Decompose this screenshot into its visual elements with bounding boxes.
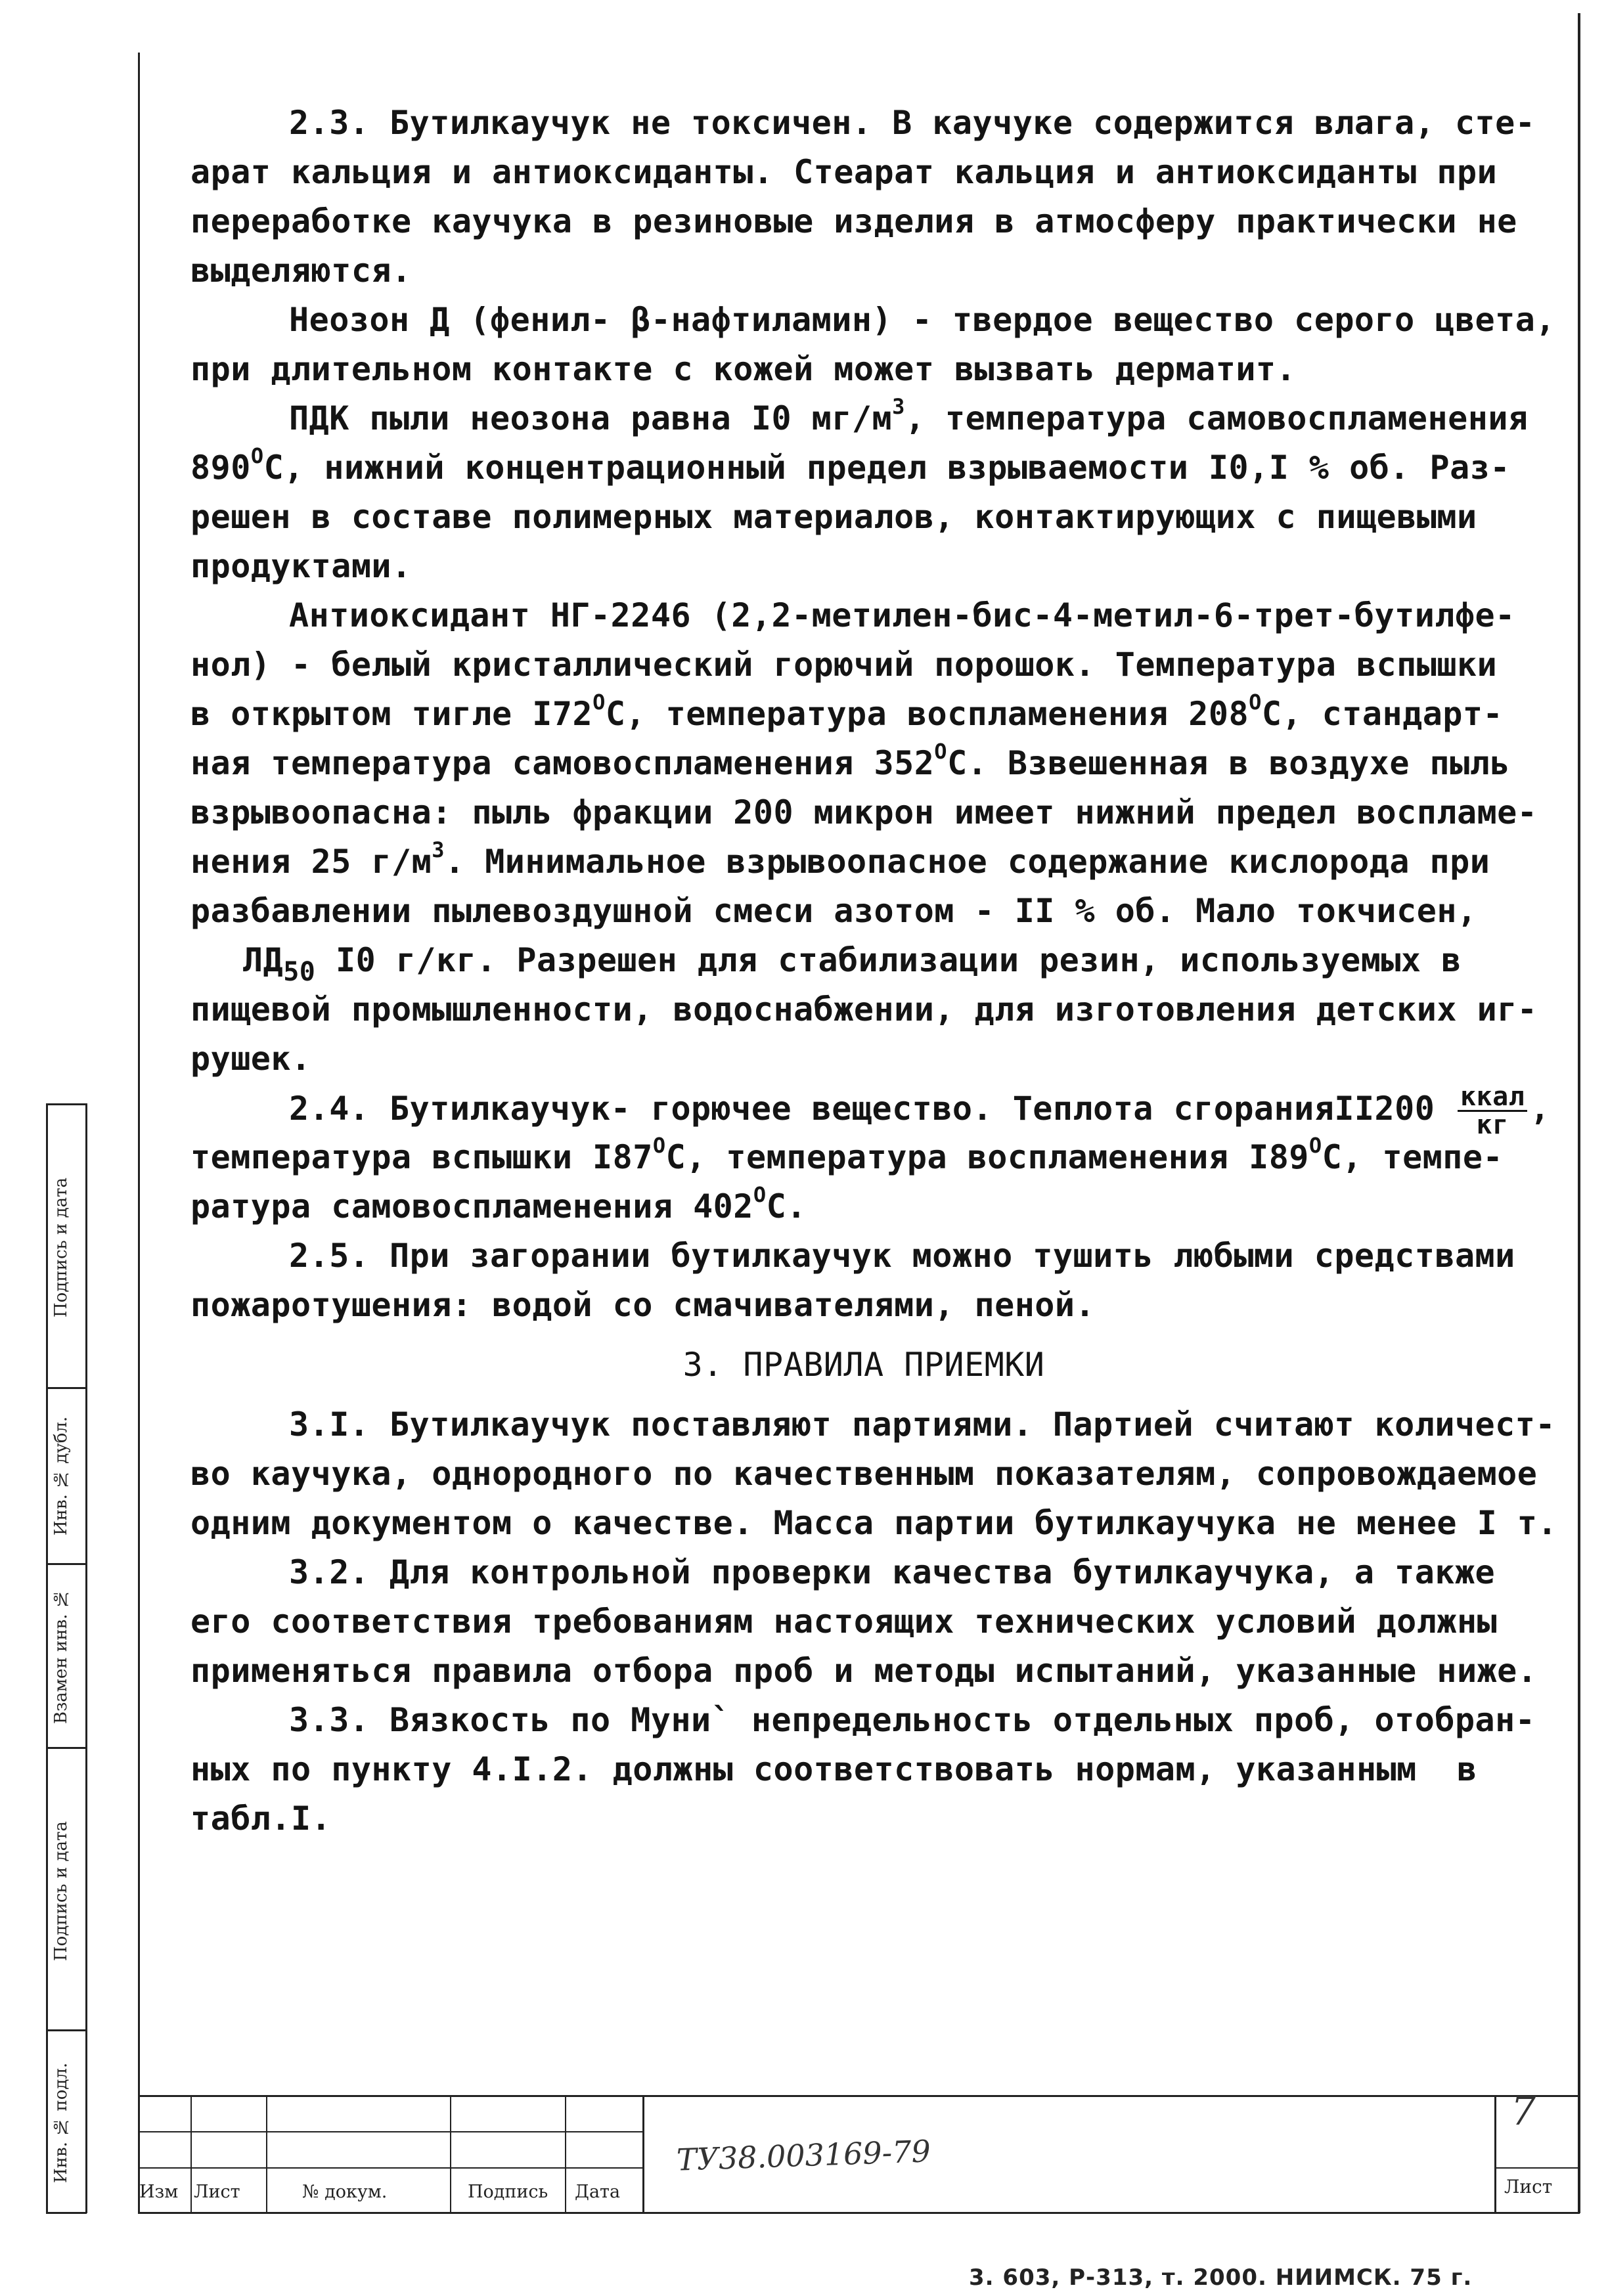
- margin-signature-date-bottom: Подпись и дата: [51, 1821, 71, 1962]
- frame-right-border: [1578, 13, 1580, 2213]
- text-line: температура вспышки $I87^ОС$, температура воспламенения $I89^ОС$, темпе-: [190, 1133, 1504, 1176]
- paragraph-3-1: [190, 1400, 1576, 1548]
- paragraph-2-4: [190, 1084, 1576, 1231]
- text-line: 2.3. Бутилкаучук не токсичен. В каучуке содержится влага, сте-: [289, 104, 1536, 142]
- label-podpis: Подпись: [468, 2182, 548, 2202]
- text-line: Антиоксидант НГ-2246 (2,2-метилен-бис-4-метил-6-трет-бутилфе-: [289, 596, 1515, 634]
- print-info: 3. 603, Р-313, т. 2000. НИИМСК. 75 г.: [969, 2264, 1473, 2291]
- text-line: $890^ОС$, нижний концентрационный предел взрываемости I0,I % об. Раз-: [190, 443, 1510, 487]
- text-line: 2.4. Бутилкаучук- горючее вещество. Теплота сгоранияII200 $\frac{\text{ккал}}{кг}$ ,: [289, 1082, 1550, 1140]
- document-body: [190, 99, 1576, 1843]
- text-line: Неозон Д (фенил- β-нафтиламин) - твердое вещество серого цвета,: [289, 301, 1555, 339]
- text-line: решен в составе полимерных материалов, контактирующих с пищевыми: [190, 498, 1477, 536]
- label-list: Лист: [194, 2182, 240, 2202]
- text-line: выделяются.: [190, 252, 412, 290]
- text-line: 3.I. Бутилкаучук поставляют партиями. Партией считают количест-: [289, 1405, 1555, 1444]
- text-line: разбавлении пылевоздушной смеси азотом - II % об. Мало токчисен,: [190, 892, 1477, 930]
- paragraph-2-3: [190, 99, 1576, 296]
- text-line: во каучука, однородного по качественным показателям, сопровождаемое: [190, 1455, 1538, 1493]
- paragraph-antioxidant: [190, 591, 1576, 1084]
- paragraph-3-3: [190, 1696, 1576, 1843]
- text-line: ная температура самовоспламенения $352^ОС$. Взвешенная в воздухе пыль: [190, 739, 1510, 782]
- text-line: его соответствия требованиям настоящих технических условий должны: [190, 1602, 1498, 1641]
- text-line: табл.I.: [190, 1799, 332, 1838]
- text-line: $ЛД_{50}$ I0 г/кг. Разрешен для стабилизации резин, используемых в: [243, 941, 1462, 987]
- text-line: одним документом о качестве. Масса партии бутилкаучука не менее I т.: [190, 1504, 1557, 1542]
- margin-inv-podl: Инв. № подл.: [51, 2062, 71, 2184]
- text-line: продуктами.: [190, 547, 412, 585]
- text-line: при длительном контакте с кожей может вызвать дерматит.: [190, 350, 1297, 388]
- text-line: в открытом тигле $I72^ОС$, температура воспламенения $208^ОС$, стандарт-: [190, 690, 1504, 733]
- text-line: 2.5. При загорании бутилкаучук можно тушить любыми средствами: [289, 1237, 1515, 1275]
- text-line: арат кальция и антиоксиданты. Стеарат кальция и антиоксиданты при: [190, 153, 1498, 191]
- text-line: 3.2. Для контрольной проверки качества бутилкаучука, а также: [289, 1553, 1496, 1591]
- fraction-kcal-per-kg: $\frac{\text{ккал}}{кг}$: [1458, 1084, 1527, 1138]
- label-doc-no: № докум.: [302, 2182, 388, 2202]
- text-line: рушек.: [190, 1040, 311, 1078]
- text-line: нения 25 $г/м^3$. Минимальное взрывоопасное содержание кислорода при: [190, 837, 1490, 881]
- frame-left-margin-line: [138, 53, 140, 2213]
- text-line: 3.3. Вязкость по Муни` непредельность отдельных проб, отобран-: [289, 1701, 1536, 1739]
- document-code: ТУ38.003169-79: [676, 2133, 931, 2178]
- text-line: взрывоопасна: пыль фракции 200 микрон имеет нижний предел воспламе-: [190, 793, 1538, 831]
- paragraph-neozon: [190, 296, 1576, 394]
- label-data: Дата: [575, 2182, 621, 2202]
- paragraph-2-5: [190, 1231, 1576, 1330]
- text-line: пожаротушения: водой со смачивателями, пеной.: [190, 1286, 1096, 1324]
- text-line: нол) - белый кристаллический горючий порошок. Температура вспышки: [190, 646, 1498, 684]
- text-line: ратура самовоспламенения $402^ОС$.: [190, 1182, 807, 1225]
- sheet-label: Лист: [1504, 2176, 1553, 2197]
- text-line: ПДК пыли неозона равна I0 $мг/м^3$, температура самовоспламенения: [289, 394, 1529, 437]
- margin-inv-dubl: Инв. № дубл.: [51, 1416, 71, 1536]
- text-line: применяться правила отбора проб и методы испытаний, указанные ниже.: [190, 1652, 1538, 1690]
- section-heading-3: 3. ПРАВИЛА ПРИЕМКИ: [682, 1346, 1045, 1384]
- text-line: переработке каучука в резиновые изделия в атмосферу практически не: [190, 202, 1517, 240]
- paragraph-3-2: [190, 1548, 1576, 1696]
- margin-signature-date-top: Подпись и дата: [51, 1178, 71, 1318]
- text-line: пищевой промышленности, водоснабжении, для изготовления детских иг-: [190, 990, 1538, 1028]
- paragraph-pdk: [190, 394, 1576, 591]
- label-izm: Изм: [139, 2182, 179, 2202]
- text-line: ных по пункту 4.I.2. должны соответствовать нормам, указанным в: [190, 1750, 1477, 1788]
- margin-vzamen-inv: Взамен инв. №: [51, 1589, 71, 1725]
- sheet-number: 7: [1511, 2088, 1536, 2134]
